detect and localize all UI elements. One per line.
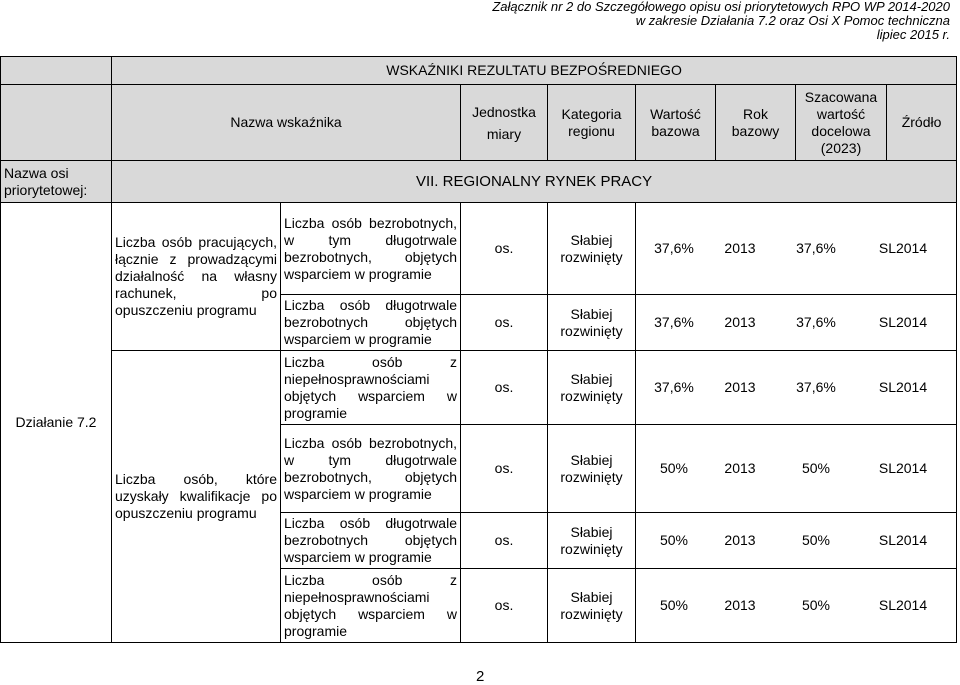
col-header-zrodlo: Źródło xyxy=(887,85,957,161)
group-2-name: Liczba osób, które uzyskały kwalifikacje po opuszczeniu programu xyxy=(112,351,281,643)
page-number: 2 xyxy=(476,668,485,685)
axis-value: VII. REGIONALNY RYNEK PRACY xyxy=(112,161,957,203)
row-4-values xyxy=(636,425,957,513)
row-4-category: Słabiej rozwinięty xyxy=(548,425,636,513)
header-line-1: Załącznik nr 2 do Szczegółowego opisu osi priorytetowych RPO WP 2014-2020 xyxy=(492,0,950,14)
row-3-source: SL2014 xyxy=(878,379,928,395)
row-4-target: 50% xyxy=(801,460,831,476)
row-6-base: 50% xyxy=(659,597,689,613)
table-title: WSKAŹNIKI REZULTATU BEZPOŚREDNIEGO xyxy=(112,57,957,85)
row-6-source: SL2014 xyxy=(878,597,928,613)
header-line-3: lipiec 2015 r. xyxy=(876,27,950,42)
row-2-indicator: Liczba osób długotrwale bezrobotnych objętych wsparciem w programie xyxy=(281,295,461,351)
indicators-table xyxy=(0,56,957,643)
row-3-base: 37,6% xyxy=(654,379,694,395)
row-5-indicator: Liczba osób długotrwale bezrobotnych objętych wsparciem w programie xyxy=(281,513,461,569)
row-3-unit: os. xyxy=(461,351,548,425)
row-6-category: Słabiej rozwinięty xyxy=(548,569,636,643)
row-1-year: 2013 xyxy=(724,240,756,256)
row-5-category: Słabiej rozwinięty xyxy=(548,513,636,569)
row-6-indicator: Liczba osób z niepełnosprawnościami objętych wsparciem w programie xyxy=(281,569,461,643)
row-3-category: Słabiej rozwinięty xyxy=(548,351,636,425)
row-1-source: SL2014 xyxy=(878,240,928,256)
col-header-jednostka: Jednostka miary xyxy=(461,85,548,161)
row-3-values xyxy=(636,351,957,425)
row-5-target: 50% xyxy=(801,532,831,548)
col-header-rok-bazowy: Rok bazowy xyxy=(716,85,796,161)
col-header-wartosc-bazowa: Wartość bazowa xyxy=(636,85,716,161)
row-5-base: 50% xyxy=(659,532,689,548)
row-1-indicator: Liczba osób bezrobotnych, w tym długotrwale bezrobotnych, objętych wsparciem w programie xyxy=(281,203,461,295)
document-header xyxy=(492,0,950,42)
row-4-year: 2013 xyxy=(724,460,756,476)
row-2-category: Słabiej rozwinięty xyxy=(548,295,636,351)
row-3-indicator: Liczba osób z niepełnosprawnościami objętych wsparciem w programie xyxy=(281,351,461,425)
row-5-year: 2013 xyxy=(724,532,756,548)
row-6-unit: os. xyxy=(461,569,548,643)
row-2-unit: os. xyxy=(461,295,548,351)
row-1-base: 37,6% xyxy=(654,240,694,256)
header-line-2: w zakresie Działania 7.2 oraz Osi X Pomoc techniczna xyxy=(635,13,950,28)
dzialanie-cell: Działanie 7.2 xyxy=(1,203,112,643)
row-3-target: 37,6% xyxy=(796,379,836,395)
group-1-name: Liczba osób pracujących, łącznie z prowadzącymi działalność na własny rachunek, po opuszczeniu programu xyxy=(112,203,281,351)
row-5-unit: os. xyxy=(461,513,548,569)
row-2-source: SL2014 xyxy=(878,314,928,330)
row-2-year: 2013 xyxy=(724,314,756,330)
col-header-szacowana: Szacowana wartość docelowa (2023) xyxy=(796,85,887,161)
row-2-target: 37,6% xyxy=(796,314,836,330)
row-1-values xyxy=(636,203,957,295)
row-6-year: 2013 xyxy=(724,597,756,613)
row-4-unit: os. xyxy=(461,425,548,513)
axis-label: Nazwa osi priorytetowej: xyxy=(1,161,112,203)
row-1-category: Słabiej rozwinięty xyxy=(548,203,636,295)
row-4-source: SL2014 xyxy=(878,460,928,476)
row-4-indicator: Liczba osób bezrobotnych, w tym długotrwale bezrobotnych, objętych wsparciem w programie xyxy=(281,425,461,513)
row-1-target: 37,6% xyxy=(796,240,836,256)
col-header-kategoria: Kategoria regionu xyxy=(548,85,636,161)
row-2-base: 37,6% xyxy=(654,314,694,330)
row-6-target: 50% xyxy=(801,597,831,613)
row-3-year: 2013 xyxy=(724,379,756,395)
row-4-base: 50% xyxy=(659,460,689,476)
row-1-unit: os. xyxy=(461,203,548,295)
row-5-source: SL2014 xyxy=(878,532,928,548)
row-2-values xyxy=(636,295,957,351)
col-header-nazwa-wskaznika: Nazwa wskaźnika xyxy=(112,85,461,161)
row-6-values xyxy=(636,569,957,643)
row-5-values xyxy=(636,513,957,569)
